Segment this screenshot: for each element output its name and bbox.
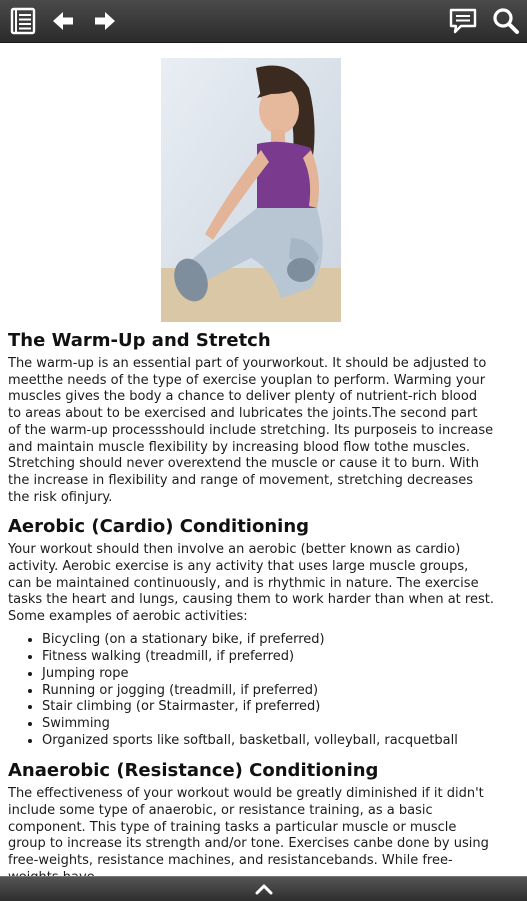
chevron-up-icon bbox=[255, 882, 273, 896]
scroll-up-button[interactable] bbox=[250, 877, 278, 901]
section-heading: Anaerobic (Resistance) Conditioning bbox=[8, 760, 379, 782]
arrow-left-icon bbox=[49, 7, 77, 35]
article-content[interactable] bbox=[0, 42, 527, 876]
section-paragraph: Your workout should then involve an aerobic (better known as cardio) activity. Aerobic exercise is any activity that uses large muscle groups, can be maintained continuously, and is rhythmic in nature. The exercise tasks the heart and lungs, causing them to work harder than when at rest. Some examples of aerobic activities: bbox=[8, 542, 494, 625]
article-text bbox=[8, 330, 494, 892]
search-icon bbox=[491, 6, 521, 36]
table-of-contents-icon bbox=[8, 6, 38, 36]
forward-button[interactable] bbox=[84, 0, 126, 42]
list-item: • Bicycling (on a stationary bike, if preferred) bbox=[42, 632, 494, 649]
list-item: • Fitness walking (treadmill, if preferred) bbox=[42, 649, 494, 666]
section-heading: The Warm-Up and Stretch bbox=[8, 330, 271, 351]
list-item: • Jumping rope bbox=[42, 666, 494, 683]
arrow-right-icon bbox=[91, 7, 119, 35]
comment-button[interactable] bbox=[442, 0, 484, 42]
list-item: • Running or jogging (treadmill, if preferred) bbox=[42, 683, 494, 700]
list-item: • Stair climbing (or Stairmaster, if preferred) bbox=[42, 699, 494, 716]
activity-list bbox=[8, 632, 494, 750]
back-button[interactable] bbox=[42, 0, 84, 42]
search-button[interactable] bbox=[485, 0, 527, 42]
top-toolbar bbox=[0, 0, 527, 43]
article-image bbox=[161, 58, 341, 322]
list-item: • Organized sports like softball, basketball, volleyball, racquetball bbox=[42, 733, 494, 750]
bottom-bar bbox=[0, 876, 527, 901]
section-paragraph: The effectiveness of your workout would be greatly diminished if it didn't include some type of anaerobic, or resistance training, as a basic component. This type of training tasks a particular muscle or muscle group to increase its strength and/or tone. Exercises canbe done by using free-weights, resistance machines, and resistancebands. While free- bbox=[8, 786, 489, 868]
table-of-contents-button[interactable] bbox=[2, 0, 44, 42]
section-paragraph: The warm-up is an essential part of yourworkout. It should be adjusted to meetthe needs of the type of exercise youplan to perform. Warming your muscles gives the body a chance to deliver plenty of nutrient-rich blood to areas about to be exercised and lubricates the joints.The second part of the warm-up processshould include stretching. Its purposeis to increase and maintain muscle flexibility by increasing blood flow tothe muscles. Stretching should never overextend the muscle or cause it to burn. With the increase in flexibility and range of movement, stretching decreases the risk ofinjury. bbox=[8, 356, 494, 505]
comment-icon bbox=[448, 6, 478, 36]
section-heading: Aerobic (Cardio) Conditioning bbox=[8, 516, 310, 538]
list-item: • Swimming bbox=[42, 716, 494, 733]
